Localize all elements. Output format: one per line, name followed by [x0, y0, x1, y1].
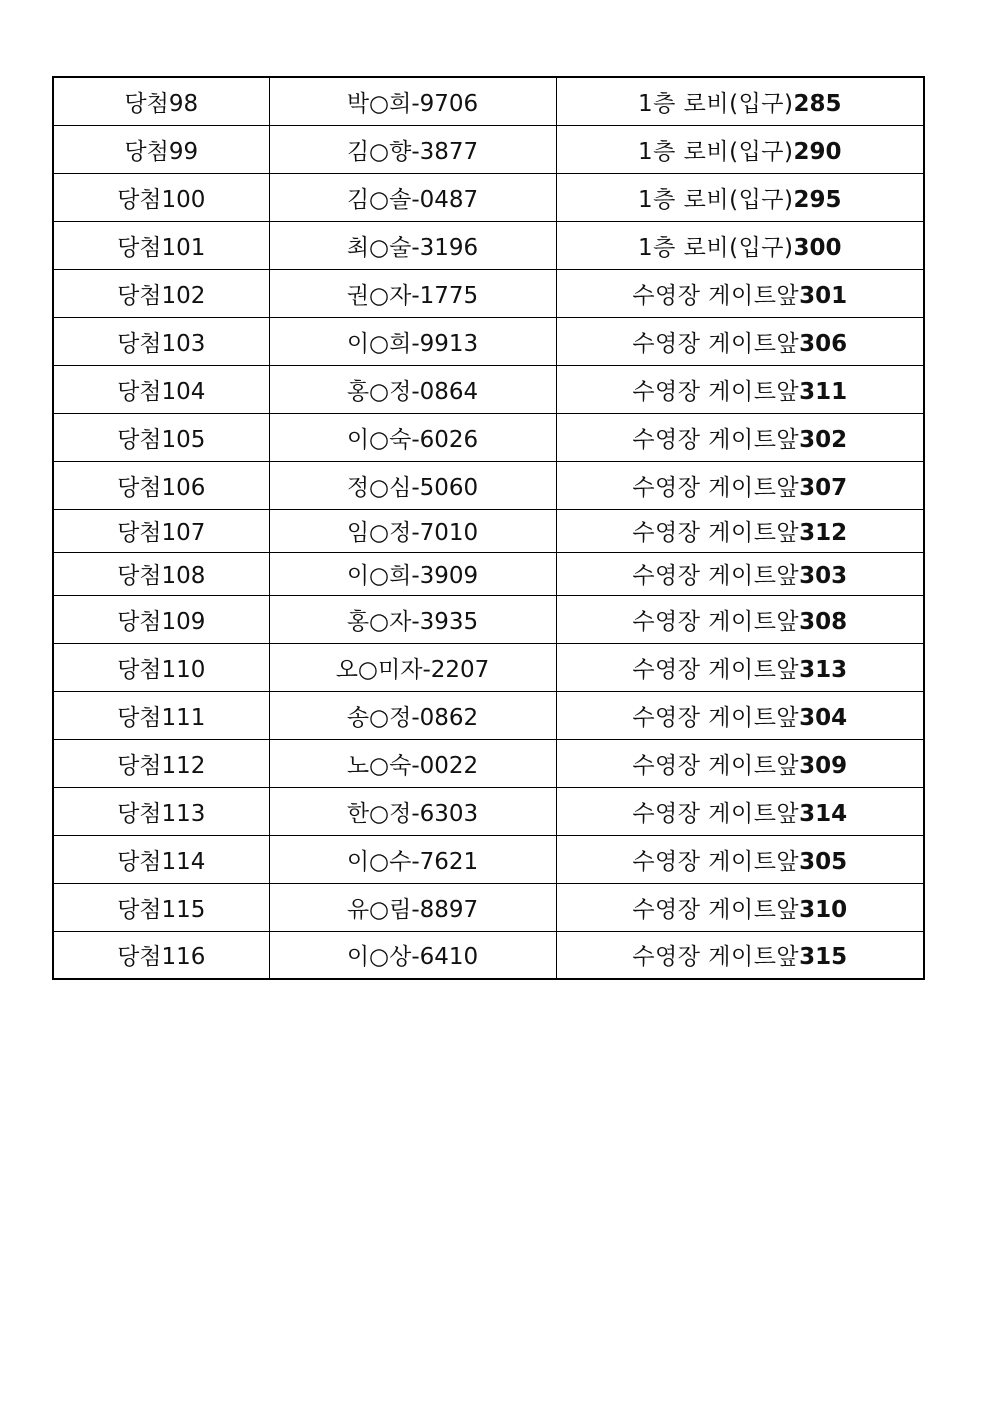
pickup-location: 1층 로비(입구) — [638, 234, 794, 261]
table-row — [53, 691, 924, 739]
pickup-location: 1층 로비(입구) — [638, 186, 794, 213]
pickup-number: 310 — [799, 896, 848, 923]
pickup-number: 309 — [799, 752, 848, 779]
winner-label: 당첨101 — [117, 234, 206, 261]
winner-label: 당첨109 — [117, 608, 206, 635]
table-row — [53, 739, 924, 787]
winner-label-cell — [53, 883, 269, 931]
winner-name-cell — [269, 269, 556, 317]
winner-label-cell — [53, 173, 269, 221]
pickup-location-cell — [556, 835, 924, 883]
winner-name-cell — [269, 595, 556, 643]
pickup-location-cell — [556, 461, 924, 509]
winner-name: 오○미자-2207 — [335, 656, 490, 683]
winner-name: 유○림-8897 — [346, 896, 479, 923]
pickup-location-cell — [556, 77, 924, 125]
winner-label: 당첨107 — [117, 520, 206, 546]
winner-name-cell — [269, 413, 556, 461]
table-row — [53, 77, 924, 125]
table-row — [53, 509, 924, 552]
pickup-number: 301 — [799, 282, 848, 309]
pickup-location-cell — [556, 509, 924, 552]
pickup-location-cell — [556, 552, 924, 595]
winner-label: 당첨103 — [117, 330, 206, 357]
table-row — [53, 365, 924, 413]
winner-label: 당첨110 — [117, 656, 206, 683]
winner-name: 김○향-3877 — [346, 138, 479, 165]
winner-name-cell — [269, 552, 556, 595]
pickup-location: 수영장 게이트앞 — [632, 282, 800, 309]
pickup-number: 307 — [799, 474, 848, 501]
winner-label-cell — [53, 931, 269, 979]
pickup-location: 수영장 게이트앞 — [632, 378, 800, 405]
winner-name-cell — [269, 787, 556, 835]
pickup-location: 수영장 게이트앞 — [632, 848, 800, 875]
pickup-number: 290 — [793, 138, 842, 165]
winner-label-cell — [53, 77, 269, 125]
winner-name-cell — [269, 691, 556, 739]
winner-label: 당첨98 — [124, 90, 199, 117]
pickup-location: 수영장 게이트앞 — [632, 474, 800, 501]
pickup-location-cell — [556, 739, 924, 787]
pickup-number: 285 — [793, 90, 842, 117]
winner-label-cell — [53, 221, 269, 269]
table-row — [53, 461, 924, 509]
winner-label: 당첨116 — [117, 944, 206, 971]
winner-name-cell — [269, 365, 556, 413]
winner-label: 당첨111 — [117, 704, 206, 731]
pickup-location-cell — [556, 221, 924, 269]
pickup-number: 306 — [799, 330, 848, 357]
winner-name: 홍○자-3935 — [346, 608, 479, 635]
pickup-number: 304 — [799, 704, 848, 731]
winner-label: 당첨115 — [117, 896, 206, 923]
winner-label-cell — [53, 413, 269, 461]
winner-label: 당첨99 — [124, 138, 199, 165]
pickup-number: 313 — [799, 656, 848, 683]
winner-name-cell — [269, 317, 556, 365]
pickup-location-cell — [556, 883, 924, 931]
pickup-number: 295 — [793, 186, 842, 213]
table-row — [53, 413, 924, 461]
winner-name-cell — [269, 931, 556, 979]
winner-label-cell — [53, 509, 269, 552]
pickup-location-cell — [556, 643, 924, 691]
winner-name: 최○술-3196 — [346, 234, 479, 261]
table-row — [53, 552, 924, 595]
pickup-location: 수영장 게이트앞 — [632, 656, 800, 683]
winners-table — [52, 76, 925, 980]
winner-name-cell — [269, 739, 556, 787]
table-row — [53, 595, 924, 643]
pickup-location-cell — [556, 691, 924, 739]
table-row — [53, 269, 924, 317]
pickup-number: 302 — [799, 426, 848, 453]
pickup-location: 수영장 게이트앞 — [632, 800, 800, 827]
winner-label-cell — [53, 365, 269, 413]
winner-name: 이○희-9913 — [346, 330, 479, 357]
winner-label: 당첨106 — [117, 474, 206, 501]
pickup-location: 수영장 게이트앞 — [632, 896, 800, 923]
winner-name: 박○희-9706 — [346, 90, 479, 117]
winner-label: 당첨113 — [117, 800, 206, 827]
table-row — [53, 643, 924, 691]
winner-label-cell — [53, 461, 269, 509]
pickup-location: 수영장 게이트앞 — [632, 330, 800, 357]
pickup-number: 312 — [799, 520, 848, 546]
winner-name: 권○자-1775 — [346, 282, 479, 309]
pickup-location-cell — [556, 413, 924, 461]
winner-label: 당첨104 — [117, 378, 206, 405]
winner-label: 당첨100 — [117, 186, 206, 213]
winner-label: 당첨108 — [117, 563, 206, 589]
pickup-location-cell — [556, 173, 924, 221]
table-row — [53, 173, 924, 221]
winner-label: 당첨102 — [117, 282, 206, 309]
winner-name: 이○상-6410 — [346, 944, 479, 971]
pickup-number: 311 — [799, 378, 848, 405]
pickup-location: 수영장 게이트앞 — [632, 608, 800, 635]
pickup-location-cell — [556, 787, 924, 835]
winner-label-cell — [53, 317, 269, 365]
winner-label: 당첨112 — [117, 752, 206, 779]
winner-label-cell — [53, 835, 269, 883]
table-row — [53, 787, 924, 835]
winner-label-cell — [53, 691, 269, 739]
pickup-number: 314 — [799, 800, 848, 827]
table-row — [53, 883, 924, 931]
pickup-location-cell — [556, 595, 924, 643]
pickup-number: 300 — [793, 234, 842, 261]
winner-name-cell — [269, 835, 556, 883]
winner-name: 이○희-3909 — [346, 563, 479, 589]
table-row — [53, 931, 924, 979]
winner-label: 당첨105 — [117, 426, 206, 453]
winner-name-cell — [269, 221, 556, 269]
winner-name: 송○정-0862 — [346, 704, 479, 731]
winner-name-cell — [269, 173, 556, 221]
winner-name: 이○수-7621 — [346, 848, 479, 875]
pickup-location: 1층 로비(입구) — [638, 138, 794, 165]
pickup-location-cell — [556, 931, 924, 979]
winner-name-cell — [269, 77, 556, 125]
pickup-number: 305 — [799, 848, 848, 875]
pickup-number: 315 — [799, 944, 848, 971]
pickup-location: 1층 로비(입구) — [638, 90, 794, 117]
winner-label-cell — [53, 552, 269, 595]
pickup-location: 수영장 게이트앞 — [632, 520, 800, 546]
winner-label-cell — [53, 739, 269, 787]
winner-label-cell — [53, 125, 269, 173]
table-row — [53, 317, 924, 365]
winner-name-cell — [269, 461, 556, 509]
winner-label-cell — [53, 269, 269, 317]
winner-name: 정○심-5060 — [346, 474, 479, 501]
winner-name-cell — [269, 883, 556, 931]
winners-table-body — [53, 77, 924, 979]
winner-name-cell — [269, 125, 556, 173]
winner-name: 노○숙-0022 — [346, 752, 479, 779]
pickup-location: 수영장 게이트앞 — [632, 563, 800, 589]
pickup-number: 308 — [799, 608, 848, 635]
winner-name: 임○정-7010 — [346, 520, 479, 546]
winner-label-cell — [53, 643, 269, 691]
winner-label: 당첨114 — [117, 848, 206, 875]
winner-name: 홍○정-0864 — [346, 378, 479, 405]
pickup-location-cell — [556, 365, 924, 413]
table-row — [53, 125, 924, 173]
winner-name: 한○정-6303 — [346, 800, 479, 827]
pickup-location: 수영장 게이트앞 — [632, 752, 800, 779]
pickup-location: 수영장 게이트앞 — [632, 426, 800, 453]
table-row — [53, 835, 924, 883]
winner-name-cell — [269, 643, 556, 691]
pickup-location: 수영장 게이트앞 — [632, 944, 800, 971]
winner-name: 김○솔-0487 — [346, 186, 479, 213]
pickup-number: 303 — [799, 563, 848, 589]
pickup-location: 수영장 게이트앞 — [632, 704, 800, 731]
winner-name: 이○숙-6026 — [346, 426, 479, 453]
pickup-location-cell — [556, 125, 924, 173]
pickup-location-cell — [556, 317, 924, 365]
winner-label-cell — [53, 787, 269, 835]
pickup-location-cell — [556, 269, 924, 317]
winner-name-cell — [269, 509, 556, 552]
winner-label-cell — [53, 595, 269, 643]
table-row — [53, 221, 924, 269]
